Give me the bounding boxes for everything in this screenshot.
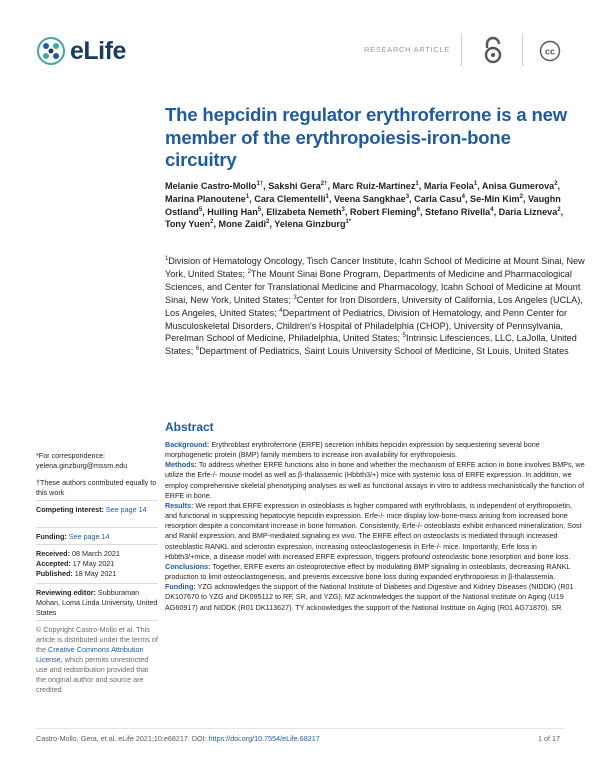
open-access-icon <box>480 36 506 64</box>
author-name: Melanie Castro-Mollo <box>165 181 257 191</box>
affiliation-number: 3 <box>293 294 297 301</box>
author-affiliation-marker: 1* <box>345 219 352 226</box>
author-affiliation-marker: 1 <box>473 180 478 187</box>
doi-label: DOI: <box>191 734 207 743</box>
author-name: Vaughn Ostland <box>165 193 561 217</box>
creative-commons-icon <box>539 40 561 62</box>
funding-label: Funding: <box>36 532 67 541</box>
abstract-funding-label: Funding: <box>165 582 196 592</box>
abstract-results: We report that ERFE expression in osteoblasts is higher compared with erythroblasts, is independent of erythropoietin, and functional in suppressing hepatocyte hepcidin expression. Erfe-/- mice display low-bone-mass arising from increased bone resorption despite a concomitant increase in bone formation. Consistently, Erfe-/- osteoblasts exhibit enhanced mineralization, Sost and Rankl expression, and BMP-mediated signaling ex vivo. The ERFE effect on osteoclasts is mediated through increased osteoblastic RANKL and sclerostin expression, increasing osteoclastogenesis in Erfe-/- mice. Importantly, Erfe loss in Hbbth3/+mice, a disease model with increased ERFE expression, triggers profound osteoclastic bone resorption and bone loss. <box>165 500 582 561</box>
affiliation-text: Department of Pediatrics, Saint Louis University School of Medicine, St Louis, United States <box>199 346 569 357</box>
author-affiliation-marker: 2 <box>554 180 558 187</box>
author-affiliation-marker: 6 <box>416 206 420 213</box>
abstract-funding: YZG acknowledges the support of the National Institute of Diabetes and Digestive and Kidney Diseases (NIDDK) (R01 DK107670 to YZG and DK095112 to RF, SR, and YZG). MZ acknowledges the support of the National Institute on Aging (U19 AG60917) and NIDDK (R01 DK113627). TY acknowledges the support of the National Institute on Aging (R01 AG71870). SR <box>165 582 574 612</box>
affiliation-text: Center for Iron Disorders, University of California, Los Angeles (UCLA), Los Angeles, United States; <box>165 294 583 318</box>
author-name: Marc Ruiz-Martinez <box>332 181 416 191</box>
copyright-block <box>36 625 158 695</box>
author-affiliation-marker: 2 <box>266 219 270 226</box>
abstract-body <box>165 440 585 613</box>
svg-text:cc: cc <box>544 46 556 57</box>
footer-citation <box>36 734 320 743</box>
accepted-date: 17 May 2021 <box>72 559 115 568</box>
author-name: Tony Yuen <box>165 219 211 230</box>
copyright-text: © Copyright Castro-Mollo et al. This article is distributed under the terms of the <box>36 625 158 654</box>
author-affiliation-marker: 5 <box>198 206 203 213</box>
author-affiliation-marker: 1 <box>415 180 419 187</box>
affiliation-number: 4 <box>279 307 283 314</box>
equal-contribution-note: †These authors contributed equally to this work <box>36 478 157 497</box>
affiliation-number: 6 <box>195 346 200 353</box>
affiliation-text: Department of Pediatrics, Division of Hematology, and Penn Center for Musculoskeletal Disorders, Children's Hospital of Philadelphia (CHOP), University of Pennsylvania, Perelman School of Medicine, Philadelphia, United States; <box>165 307 567 344</box>
author-name: Sakshi Gera <box>268 181 321 191</box>
author-name: Elizabeta Nemeth <box>266 206 342 217</box>
elife-logo-icon <box>36 36 66 66</box>
affiliation-list <box>165 255 585 358</box>
header-divider-2 <box>522 34 523 66</box>
author-affiliation-marker: 2† <box>320 180 328 187</box>
sidebar-divider <box>36 500 158 501</box>
sidebar-divider <box>36 544 158 545</box>
author-name: Cara Clementelli <box>254 193 326 204</box>
correspondence-email[interactable]: yelena.ginzburg@mssm.edu <box>36 461 128 470</box>
author-affiliation-marker: 2 <box>519 193 523 200</box>
author-name: Carla Casu <box>414 193 462 204</box>
competing-link[interactable]: See page 14 <box>105 505 147 514</box>
author-affiliation-marker: 4 <box>490 206 494 213</box>
elife-logo-text: eLife <box>70 37 126 65</box>
author-list: Melanie Castro-Mollo$^{1\dagger}$, Sakshi Gera$^{2\dagger}$, Marc Ruiz-Martinez$^1$, Maria Feola$^1$, Anisa Gumerova$^2$, Marina Planoutene$^1$, Cara Clementelli$^1$, Veena Sangkhae$^3$, Carla Casu$^4$, Se-Min Kim$^2$, Vaughn Ostland$^5$, Huiling Han$^5$, Elizabeta Nemeth$^3$, Robert Fleming$^6$, Stefano Rivella$^4$, Daria Lizneva$^2$, Tony Yuen$^2$, Mone Zaidi$^2$, Yelena Ginzburg$^{1*}$ <box>165 180 564 230</box>
abstract-background: Erythroblast erythroferrone (ERFE) secretion inhibits hepcidin expression by sequestering several bone morphogenetic protein (BMP) family members to increase iron availability for erythropoiesis. <box>165 440 540 460</box>
abstract-heading: Abstract <box>165 420 214 434</box>
doi-link[interactable]: https://doi.org/10.7554/eLife.68217 <box>208 734 320 743</box>
abstract-results-label: Results: <box>165 500 194 510</box>
author-affiliation-marker: 1 <box>245 193 250 200</box>
affiliation-number: 1 <box>165 255 169 262</box>
sidebar-divider <box>36 583 158 584</box>
accepted-label: Accepted: <box>36 559 71 568</box>
received-label: Received: <box>36 549 70 558</box>
funding-link[interactable]: See page 14 <box>68 532 110 541</box>
correspondence-block <box>36 451 158 471</box>
author-name: Anisa Gumerova <box>481 181 555 191</box>
footer-rule <box>36 728 564 729</box>
sidebar-divider <box>36 527 158 528</box>
abstract-conclusions: Together, ERFE exerts an osteoprotective effect by modulating BMP signaling in osteoblasts, decreasing RANKL production to limit osteoclastogenesis, and prevents excessive bone loss during expanded erythropoiesis in β-thalassemia. <box>165 561 571 582</box>
abstract-methods: To address whether ERFE functions also in bone and whether the mechanism of ERFE action in bone involves BMPs, we utilize the Erfe-/- mouse model as well as β-thalassemic (Hbbth3/+) mice with systemic loss of ERFE expression. In addition, we employ comprehensive skeletal phenotyping analyses as well as functional assays in vitro to address mechanistically the function of ERFE in bone. <box>165 460 585 500</box>
license-link[interactable]: Creative Commons Attribution License, <box>36 645 144 664</box>
copyright-text-end: which permits unrestricted use and redistribution provided that the original author and source are credited. <box>36 655 149 694</box>
abstract-methods-label: Methods: <box>165 460 197 470</box>
competing-label: Competing interest: <box>36 505 104 514</box>
published-label: Published: <box>36 569 73 578</box>
sidebar-divider <box>36 620 158 621</box>
author-affiliation-marker: 2 <box>210 219 214 226</box>
dates-block <box>36 549 158 579</box>
author-name: Stefano Rivella <box>425 206 491 217</box>
page-number: 1 of 17 <box>538 734 560 743</box>
author-affiliation-marker: 1† <box>256 180 264 187</box>
author-affiliation-marker: 5 <box>257 206 262 213</box>
received-date: 08 March 2021 <box>71 549 120 558</box>
header-divider <box>461 34 462 66</box>
editor-name: Subburaman Mohan, Loma Linda University, United States <box>36 588 158 617</box>
author-name: Daria Lizneva <box>498 206 558 217</box>
author-name: Mone Zaidi <box>218 219 267 230</box>
abstract-conclusions-label: Conclusions: <box>165 561 211 571</box>
competing-interest <box>36 505 158 515</box>
affiliation-text: Intrinsic Lifesciences, LLC, LaJolla, United States; <box>165 333 577 357</box>
author-name: Yelena Ginzburg <box>274 219 346 230</box>
citation-text: Castro-Mollo, Gera, et al. eLife 2021;10:e68217. <box>36 734 190 743</box>
author-affiliation-marker: 2 <box>557 206 561 213</box>
author-name: Se-Min Kim <box>470 193 520 204</box>
affiliation-number: 2 <box>247 268 251 275</box>
correspondence-label: *For correspondence: <box>36 451 106 460</box>
author-name: Robert Fleming <box>349 206 417 217</box>
article-title: The hepcidin regulator erythroferrone is a new member of the erythropoiesis-iron-bone circuitry <box>165 104 568 171</box>
author-name: Marina Planoutene <box>165 193 246 204</box>
published-date: 18 May 2021 <box>74 569 117 578</box>
affiliation-text: The Mount Sinai Bone Program, Departments of Medicine and Pharmacological Sciences, and Center for Translational Medicine and Pharmacology, Icahn School of Medicine at Mount Sinai, New York, United States; <box>165 268 581 305</box>
editor-label: Reviewing editor: <box>36 588 96 597</box>
affiliation-text: Division of Hematology Oncology, Tisch Cancer Institute, Icahn School of Medicine at Mount Sinai, New York, United States; <box>165 256 585 279</box>
author-affiliation-marker: 1 <box>325 193 329 200</box>
author-name: Huiling Han <box>207 206 258 217</box>
affiliation-number: 5 <box>402 333 406 340</box>
funding-note <box>36 532 158 542</box>
abstract-background-label: Background: <box>165 440 210 449</box>
author-affiliation-marker: 4 <box>461 193 465 200</box>
author-name: Veena Sangkhae <box>333 193 406 204</box>
author-affiliation-marker: 3 <box>405 193 410 200</box>
article-type-label: RESEARCH ARTICLE <box>364 45 451 54</box>
reviewing-editor <box>36 588 158 618</box>
author-name: Maria Feola <box>423 181 474 191</box>
author-affiliation-marker: 3 <box>341 206 345 213</box>
